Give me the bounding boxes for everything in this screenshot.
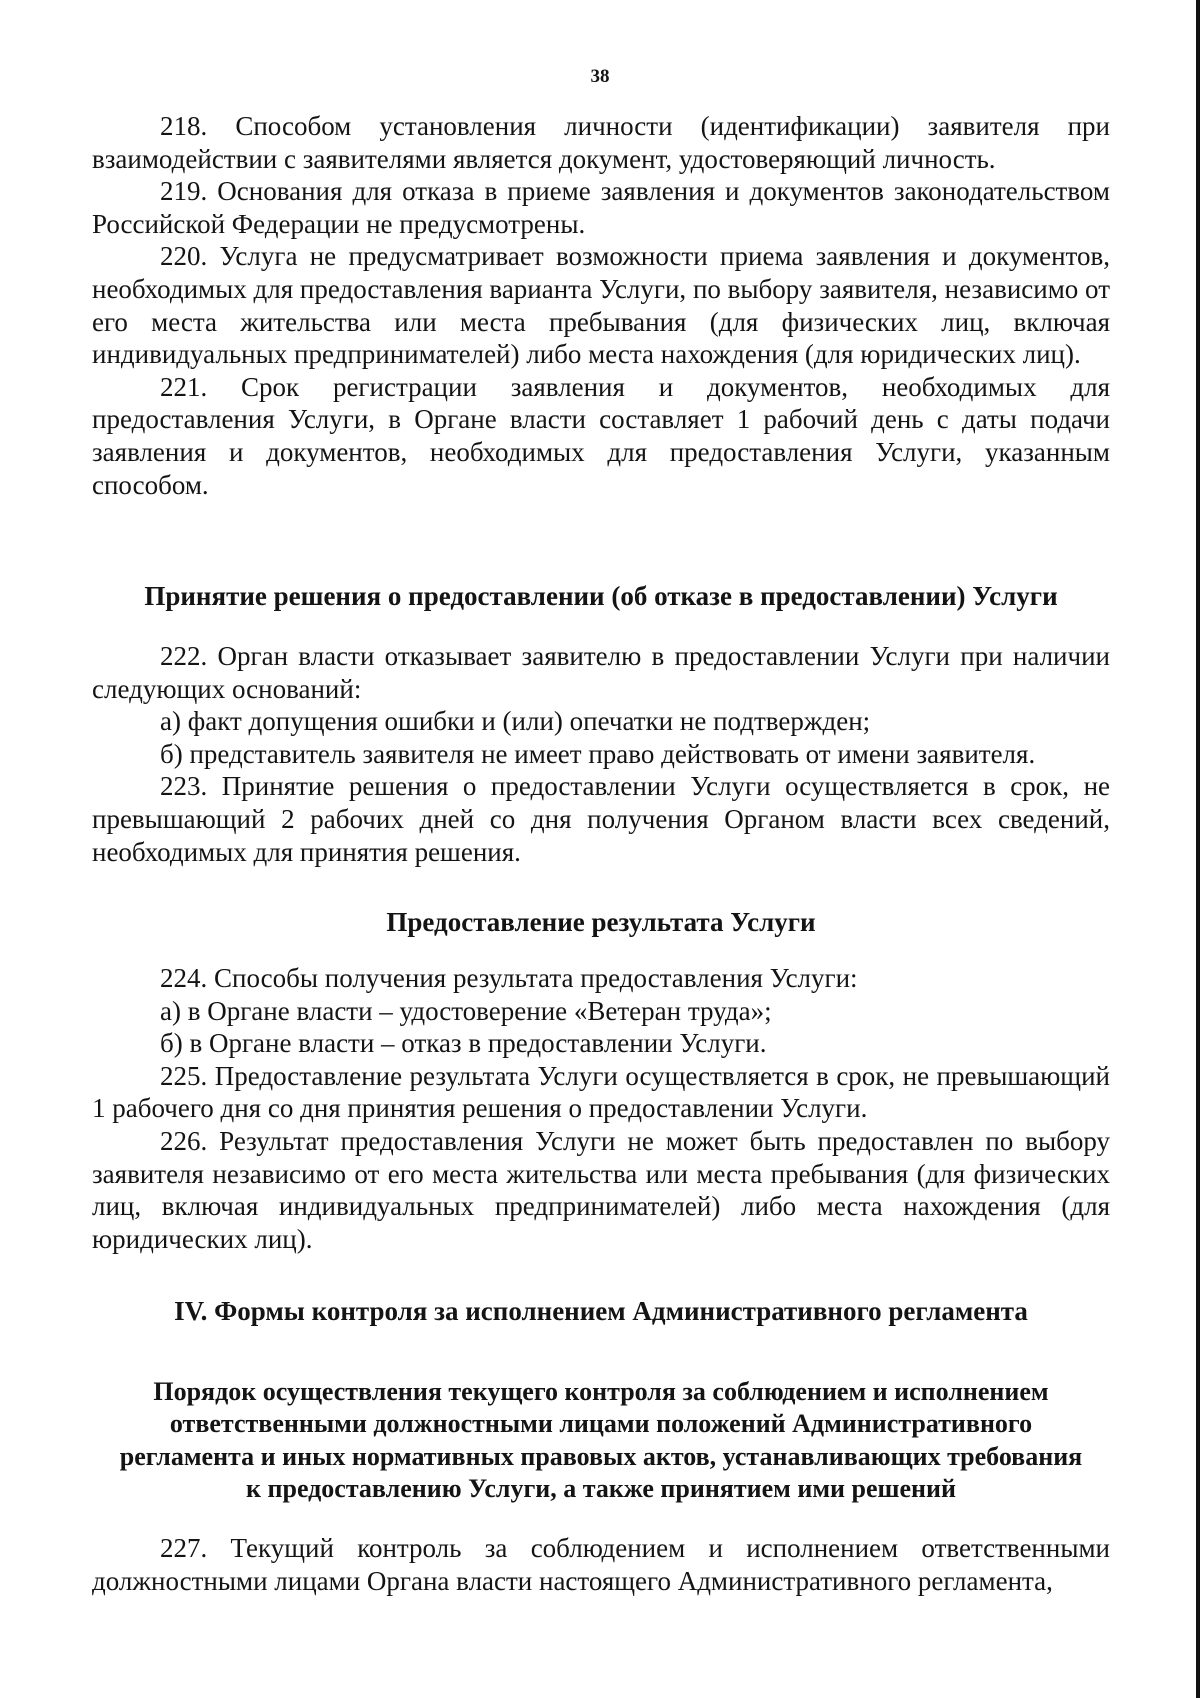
- heading-current-control: Порядок осуществления текущего контроля за соблюдением и исполнением ответственными должностными лицами положений Административного регламента и иных нормативных правовых актов, устанавливающих требования к предоставлению Услуги, а также принятием ими решений: [119, 1377, 1083, 1504]
- paragraph-227: 227. Текущий контроль за соблюдением и исполнением ответственными должностными лицами Органа власти настоящего Административного регламента,: [92, 1533, 1110, 1596]
- heading-decision: Принятие решения о предоставлении (об отказе в предоставлении) Услуги: [144, 581, 1058, 611]
- scan-edge-border: [1196, 0, 1200, 1698]
- paragraph-227-block: [92, 1532, 1110, 1597]
- paragraphs-224-226: [92, 962, 1110, 1255]
- paragraph-226: 226. Результат предоставления Услуги не может быть предоставлен по выбору заявителя независимо от его места жительства или места пребывания (для физических лиц, включая индивидуальных предпринимателей) либо места нахождения (для юридических лиц).: [92, 1125, 1110, 1254]
- paragraphs-222-223: [92, 640, 1110, 868]
- paragraph-222: 222. Орган власти отказывает заявителю в предоставлении Услуги при наличии следующих оснований:: [92, 641, 1110, 704]
- paragraph-220: 220. Услуга не предусматривает возможности приема заявления и документов, необходимых для предоставления варианта Услуги, по выбору заявителя, независимо от его места жительства или места пребывания (для физических лиц, включая индивидуальных предпринимателей) либо места нахождения (для юридических лиц).: [92, 241, 1110, 370]
- paragraph-218: 218. Способом установления личности (идентификации) заявителя при взаимодействии с заявителями является документ, удостоверяющий личность.: [92, 111, 1110, 174]
- paragraph-224: 224. Способы получения результата предоставления Услуги:: [160, 963, 858, 993]
- paragraph-224-a: а) в Органе власти – удостоверение «Ветеран труда»;: [160, 995, 772, 1026]
- paragraph-222-b: б) представитель заявителя не имеет право действовать от имени заявителя.: [160, 738, 1036, 769]
- paragraph-224-b: б) в Органе власти – отказ в предоставлении Услуги.: [160, 1028, 767, 1059]
- heading-result: Предоставление результата Услуги: [386, 907, 816, 937]
- page-number: 38: [590, 66, 610, 87]
- paragraph-222-a: а) факт допущения ошибки и (или) опечатки не подтвержден;: [160, 706, 871, 737]
- paragraph-225: 225. Предоставление результата Услуги осуществляется в срок, не превышающий 1 рабочего дня со дня принятия решения о предоставлении Услуги.: [92, 1060, 1110, 1124]
- paragraphs-218-221: [92, 110, 1110, 501]
- paragraph-221: 221. Срок регистрации заявления и документов, необходимых для предоставления Услуги, в Органе власти составляет 1 рабочий день с даты подачи заявления и документов, необходимых для предоставления Услуги, указанным способом.: [92, 371, 1110, 500]
- paragraph-223: 223. Принятие решения о предоставлении Услуги осуществляется в срок, не превышающий 2 рабочих дней со дня получения Органом власти всех сведений, необходимых для принятия решения.: [92, 771, 1110, 867]
- heading-section-iv: IV. Формы контроля за исполнением Административного регламента: [174, 1296, 1028, 1326]
- paragraph-219: 219. Основания для отказа в приеме заявления и документов законодательством Российской Федерации не предусмотрены.: [92, 176, 1110, 239]
